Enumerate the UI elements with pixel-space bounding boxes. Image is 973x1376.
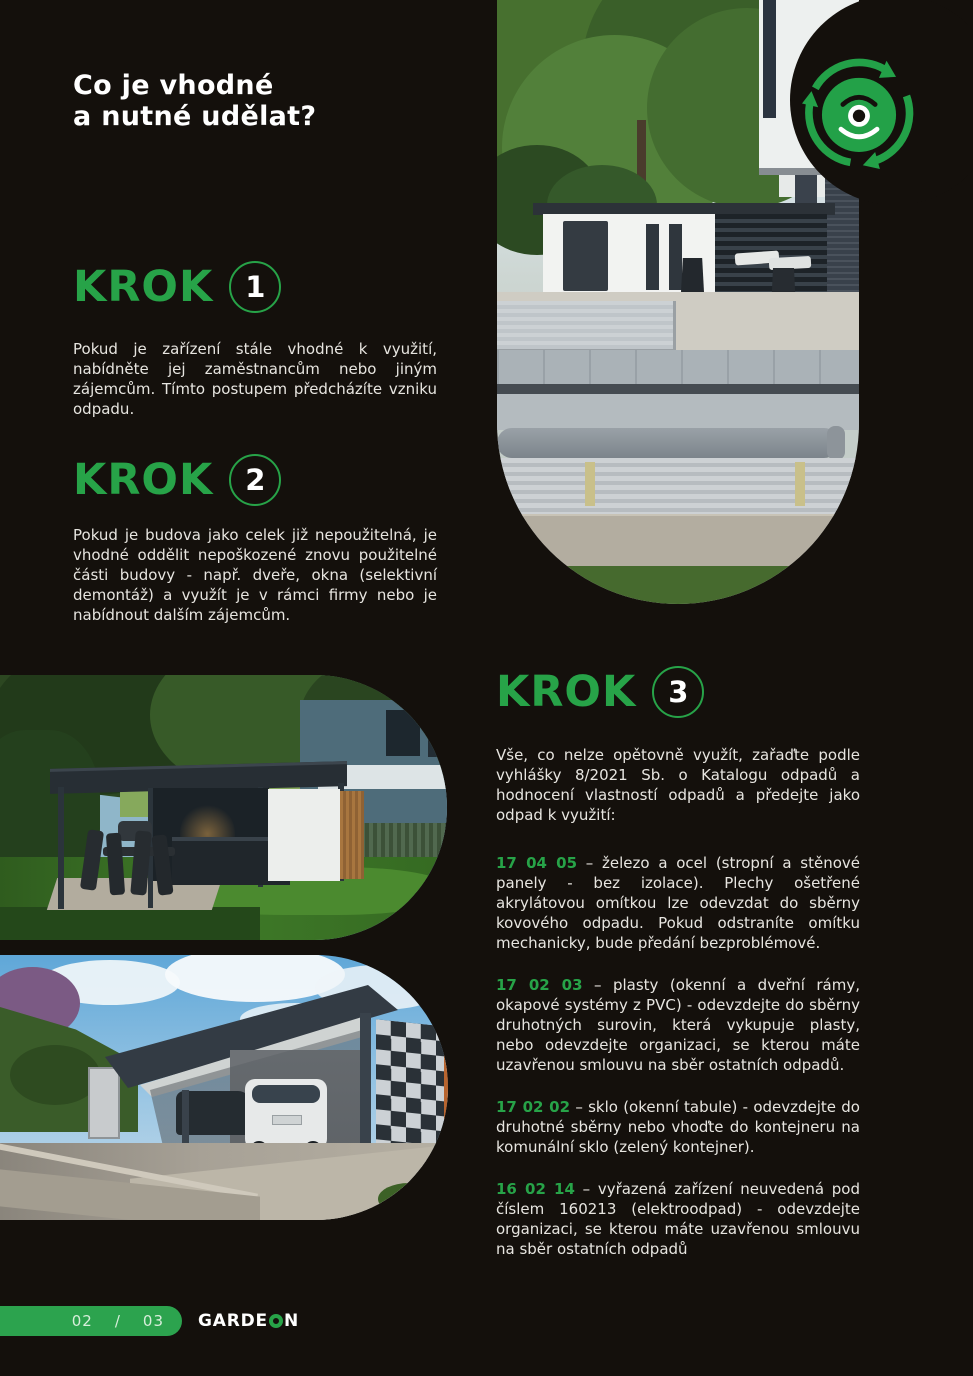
photo1-gardenhouse-window — [646, 224, 659, 290]
step-2-label: KROK — [73, 454, 214, 505]
photo2-white-wall — [268, 789, 340, 881]
step-3-number: 3 — [668, 675, 689, 709]
photo1-deck-shadow — [497, 384, 859, 394]
waste-code-label: 17 02 02 — [496, 1098, 571, 1116]
page-number-separator: / — [114, 1312, 121, 1330]
step-2-heading — [73, 454, 437, 506]
waste-code-text: – plasty (okenní a dveřní rámy, okapové systémy z PVC) - odevzdejte do sběrny druhotných surovin, která vykupuje plasty, nebo odevzdejte organizaci, se kterou máte uzavřenou smlouvu na sběr ostatních odpadů. — [496, 976, 860, 1074]
photo1-pool-cover — [497, 301, 676, 351]
photo3-hedge-shade — [10, 1045, 100, 1105]
step-3-heading — [496, 666, 860, 718]
waste-code-text: – železo a ocel (stropní a stěnové panely - bez izolace). Plechy ošetřené akrylátovou omítkou lze odevzdat do sběrny kovového odpadu. Pokud odstraníte omítku mechanicky, bude předání bezproblémové. — [496, 854, 860, 952]
step-1-text: Pokud je zařízení stále vhodné k využití, nabídněte jej zaměstnancům nebo jiným zájemcům. Tímto postupem předcházíte vzniku odpadu. — [73, 340, 437, 418]
photo1-lounger-2 — [769, 256, 812, 270]
photo1-pool-roller — [497, 428, 839, 458]
step-3-intro: Vše, co nelze opětovně využít, zařaďte podle vyhlášky 8/2021 Sb. o Katalogu odpadů a hodnocení vlastností odpadů a předejte jako odpad k využití: — [496, 746, 860, 824]
page-number-pill — [0, 1306, 182, 1336]
photo1-decking — [497, 350, 859, 384]
photo1-support-post-2 — [795, 462, 805, 506]
gardeon-logo-text-left: GARDE — [198, 1311, 268, 1331]
photo1-concrete — [497, 514, 859, 570]
gardeon-logo-o-icon — [269, 1314, 283, 1328]
step-1-number: 1 — [245, 270, 266, 304]
photo-pergola — [0, 675, 447, 940]
waste-code-text: – vyřazená zařízení neuvedená pod číslem 160213 (elektroodpad) - odevzdejte organizaci, se kterou máte uzavřenou smlouvu na sběr ostatních odpadů — [496, 1180, 860, 1258]
gardeon-logo — [198, 1311, 299, 1331]
page-title — [73, 70, 316, 132]
waste-code-label: 17 02 03 — [496, 976, 583, 994]
page-title-line1: Co je vhodné — [73, 70, 274, 101]
step-1-label: KROK — [73, 261, 214, 312]
photo2-pergola-post — [58, 787, 64, 909]
step-2 — [73, 454, 437, 625]
step-1-heading — [73, 261, 437, 313]
waste-code-17-02-02 — [496, 1097, 860, 1157]
photo1-deck-lower — [497, 394, 859, 430]
photo3-white-car-plate — [272, 1115, 302, 1125]
page-number-total: 03 — [142, 1312, 164, 1330]
photo3-grass-tuft — [378, 1183, 440, 1215]
photo2-bg-house-window — [386, 710, 420, 756]
photo1-gardenhouse-window-2 — [669, 224, 682, 290]
step-3-label: KROK — [496, 666, 637, 717]
photo1-house-window — [763, 0, 776, 118]
recycle-face-icon — [802, 56, 916, 170]
page-title-line2: a nutné udělat? — [73, 101, 317, 132]
step-2-number: 2 — [245, 463, 266, 497]
photo1-support-post — [585, 462, 595, 506]
waste-code-17-04-05 — [496, 853, 860, 953]
photo3-meter-pillar — [88, 1067, 120, 1139]
photo1-gardenhouse-door — [563, 221, 608, 291]
page-number-current: 02 — [71, 1312, 93, 1330]
waste-code-label: 17 04 05 — [496, 854, 578, 872]
step-3-number-badge — [652, 666, 704, 718]
photo1-roller-cap — [827, 426, 845, 460]
step-2-number-badge — [229, 454, 281, 506]
photo2-lawn-shadow — [0, 907, 260, 940]
step-1 — [73, 261, 437, 419]
photo3-white-car-window — [252, 1085, 320, 1103]
step-2-text: Pokud je budova jako celek již nepoužitelná, je vhodné oddělit nepoškozené znovu použitelné části budovy - např. dveře, okna (selektivní demontáž) a využít je v rámci firmy nebo je nabídnout dalším zájemcům. — [73, 526, 437, 624]
waste-code-16-02-14 — [496, 1179, 860, 1259]
waste-code-text: – sklo (okenní tabule) - odevzdejte do druhotné sběrny nebo vhoďte do kontejneru na komunální sklo (zelený kontejner). — [496, 1098, 860, 1156]
photo2-bg-house-window-2 — [428, 705, 444, 757]
waste-code-label: 16 02 14 — [496, 1180, 575, 1198]
photo1-planter — [681, 258, 704, 292]
photo-carport — [0, 955, 448, 1220]
step-3 — [496, 666, 860, 1259]
waste-code-17-02-03 — [496, 975, 860, 1075]
gardeon-logo-text-right: N — [283, 1311, 299, 1331]
step-1-number-badge — [229, 261, 281, 313]
photo1-grass — [497, 566, 859, 604]
photo2-wood-door — [340, 791, 364, 879]
